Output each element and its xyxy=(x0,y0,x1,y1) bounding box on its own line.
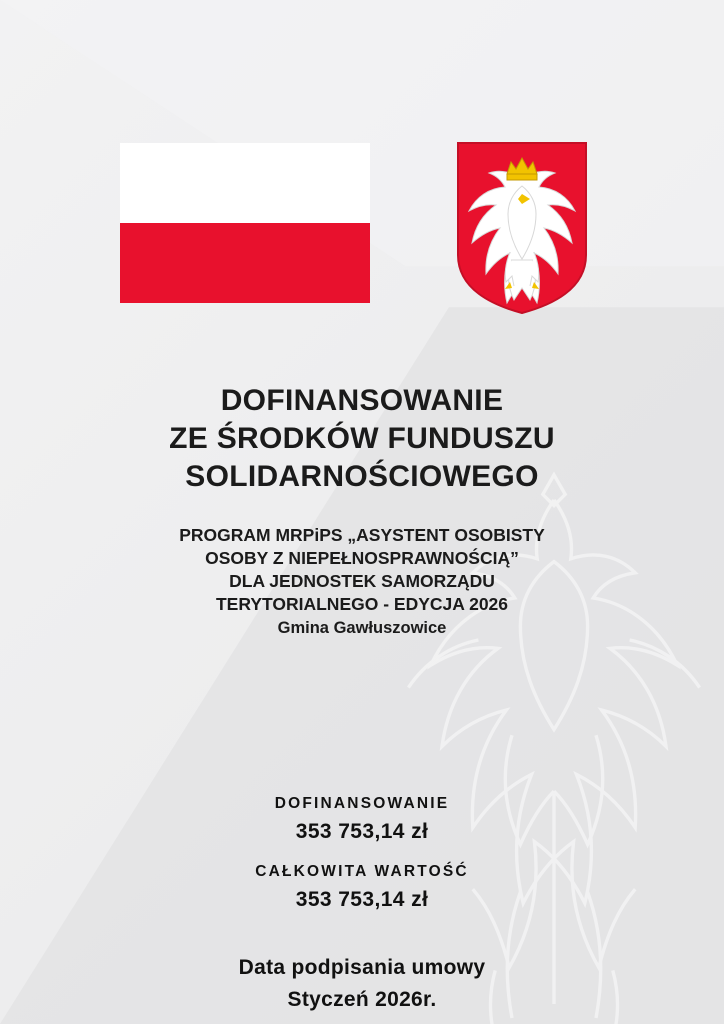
signing-date-block xyxy=(0,952,724,1016)
flag-stripe-white xyxy=(120,143,370,223)
signing-date-value: Styczeń 2026r. xyxy=(287,988,437,1011)
headline-line-3: SOLIDARNOŚCIOWEGO xyxy=(185,460,539,493)
program-line-1: PROGRAM MRPiPS „ASYSTENT OSOBISTY xyxy=(179,525,545,545)
funding-value: 353 753,14 zł xyxy=(295,820,429,843)
flag-stripe-red xyxy=(120,223,370,303)
poland-coat-of-arms-icon xyxy=(455,140,589,316)
total-value-label: CAŁKOWITA WARTOŚĆ xyxy=(255,863,469,880)
page-title xyxy=(0,382,724,496)
program-line-4: TERYTORIALNEGO - EDYCJA 2026 xyxy=(215,594,509,614)
amounts-spacer xyxy=(0,847,724,861)
total-value-amount: 353 753,14 zł xyxy=(295,888,429,911)
emblem-row xyxy=(0,140,724,320)
program-line-3: DLA JEDNOSTEK SAMORZĄDU xyxy=(229,571,495,591)
headline-line-2: ZE ŚRODKÓW FUNDUSZU xyxy=(169,422,555,455)
signing-date-label: Data podpisania umowy xyxy=(238,956,486,979)
funding-label: DOFINANSOWANIE xyxy=(274,795,450,812)
headline-line-1: DOFINANSOWANIE xyxy=(220,384,504,417)
poland-flag-icon xyxy=(120,143,370,303)
program-description xyxy=(0,524,724,640)
program-line-2: OSOBY Z NIEPEŁNOSPRAWNOŚCIĄ” xyxy=(205,548,519,568)
amounts-block xyxy=(0,793,724,915)
municipality-name: Gmina Gawłuszowice xyxy=(277,619,447,637)
